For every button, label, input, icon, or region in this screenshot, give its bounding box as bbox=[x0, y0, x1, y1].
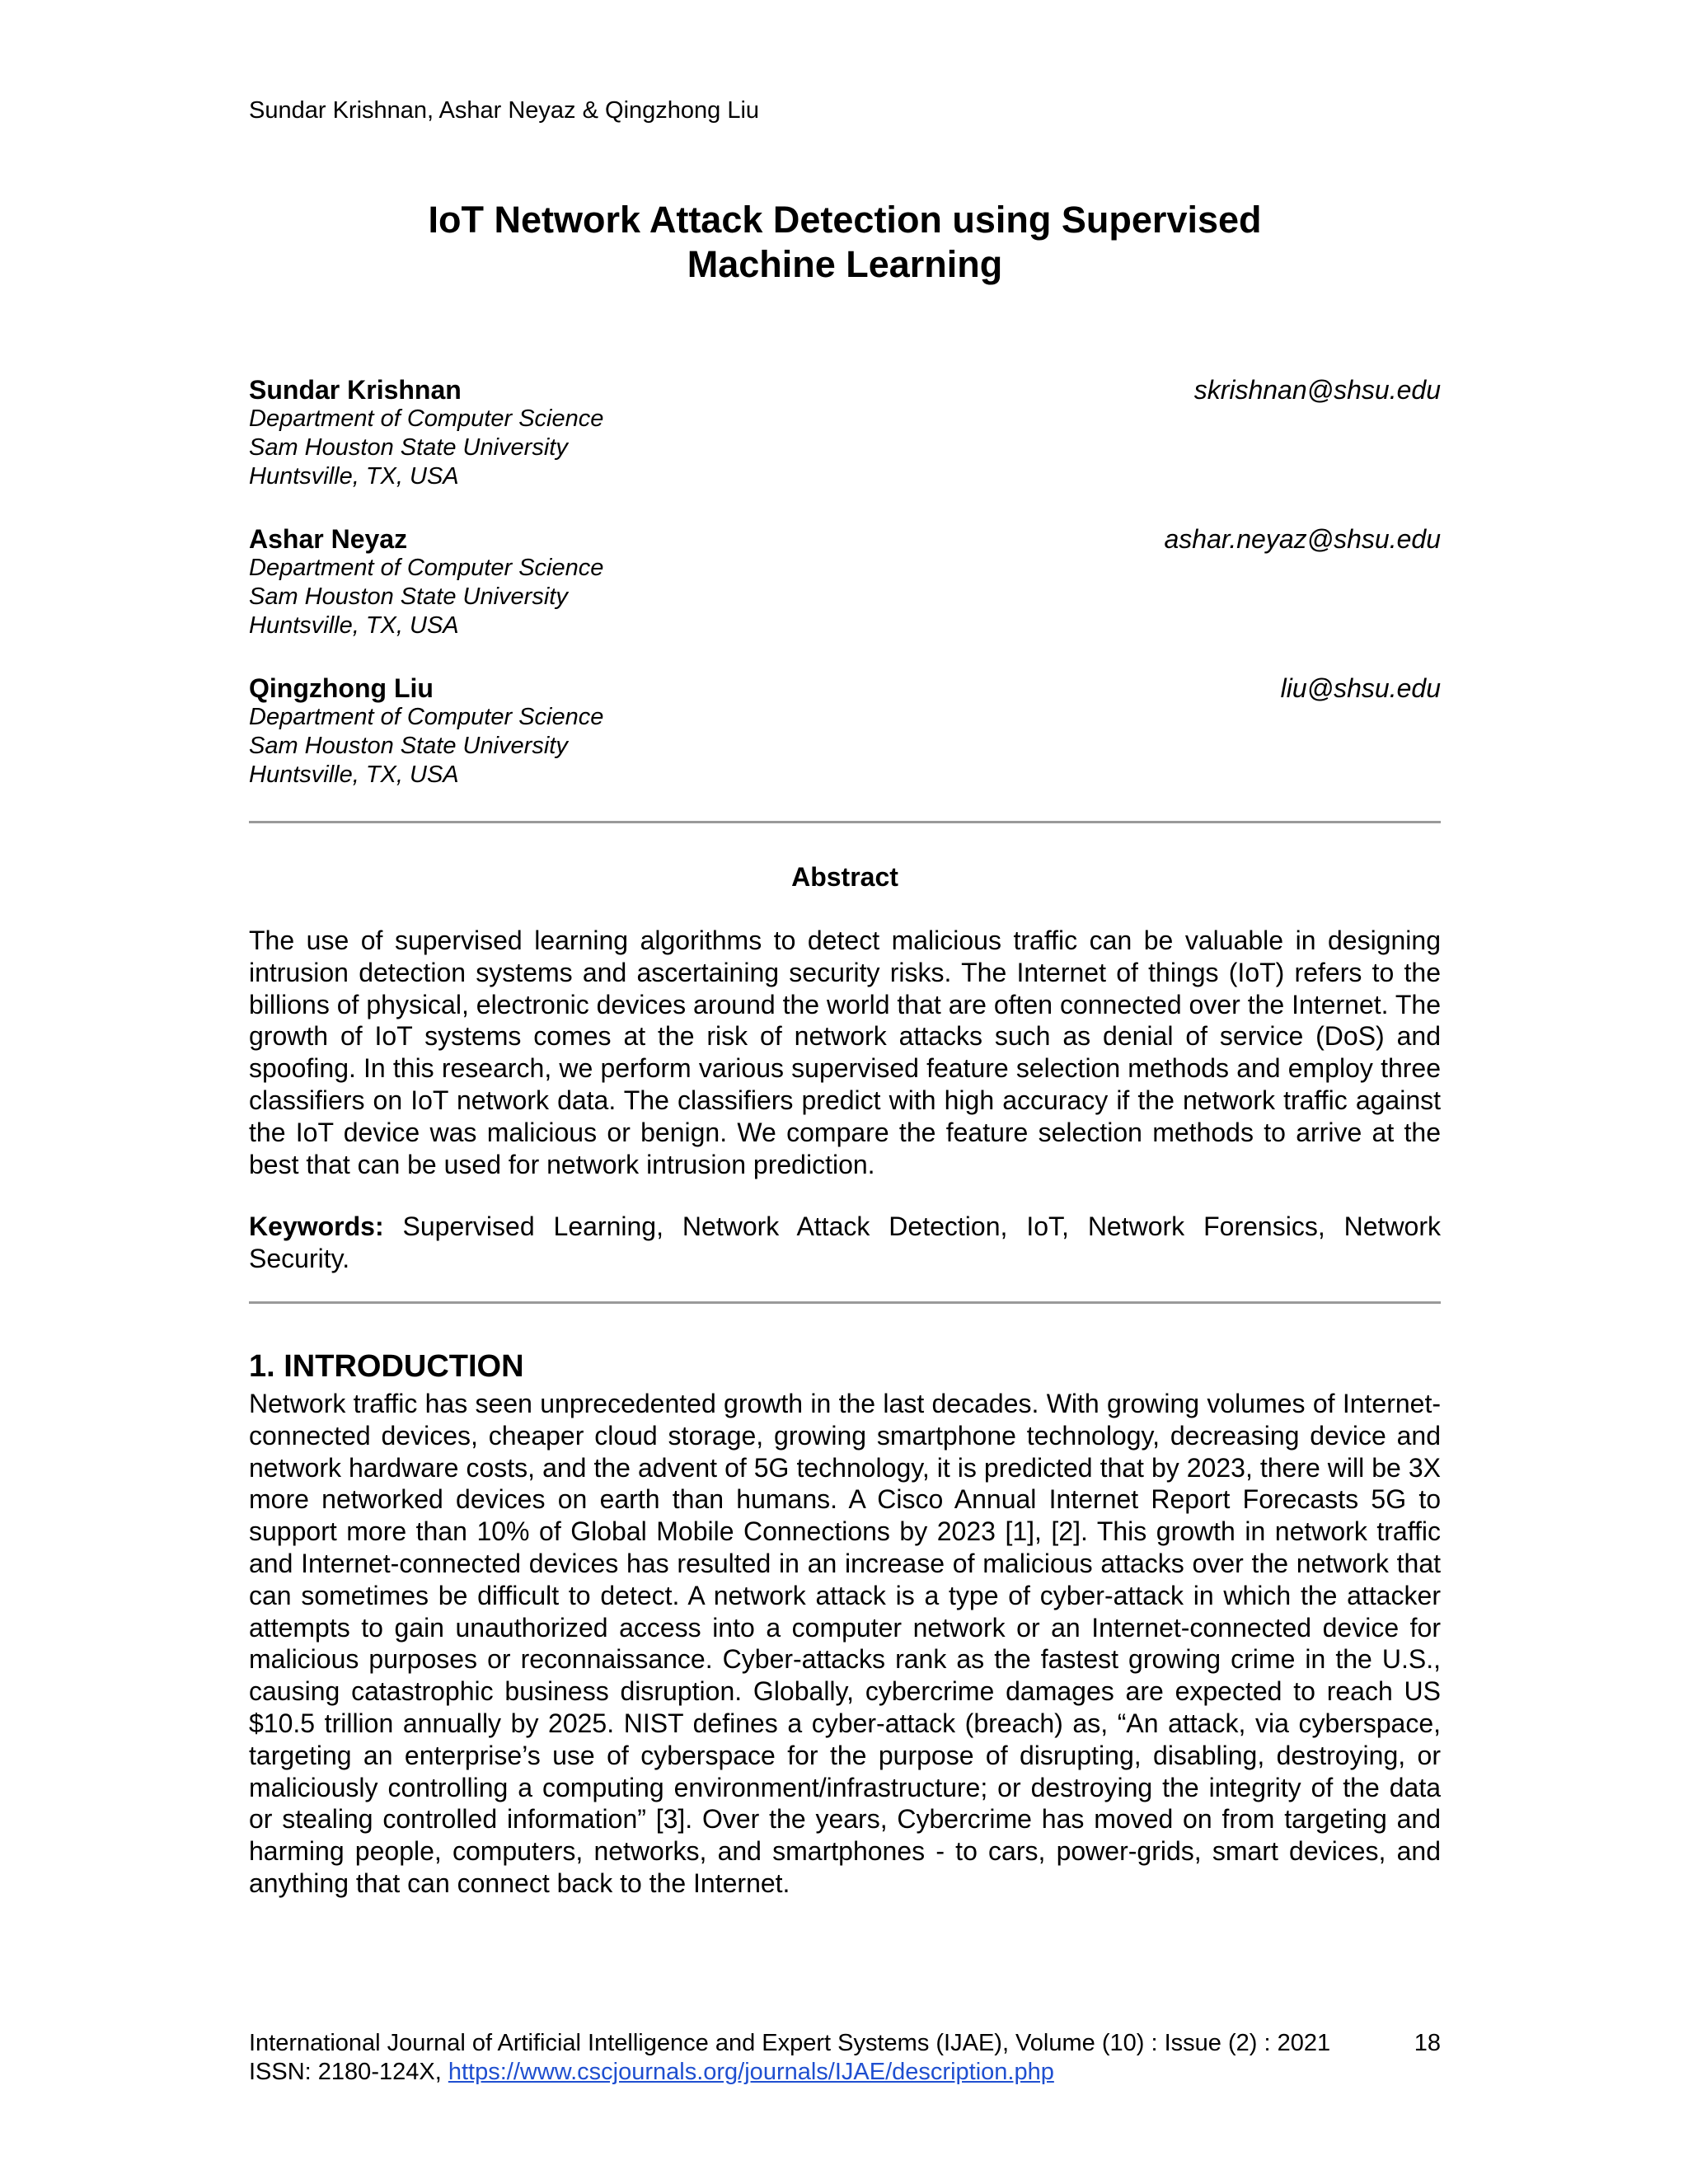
divider bbox=[249, 821, 1441, 823]
introduction-text: Network traffic has seen unprecedented growth in the last decades. With growing volumes of Internet-connected devices, cheaper cloud storage, growing smartphone technology, decreasing device and network hardware costs, and the advent of 5G technology, it is predicted that by 2023, there will be 3X more networked devices on earth than humans. A Cisco Annual Internet Report Forecasts 5G to support more than 10% of Global Mobile Connections by 2023 [1], [2]. This growth in network traffic and Internet-connected devices has resulted in an increase of malicious attacks over the network that can sometimes be difficult to detect. A network attack is a type of cyber-attack in which the attacker attempts to gain unauthorized access into a computer network or an Internet-connected device for malicious purposes or reconnaissance. Cyber-attacks rank as the fastest growing crime in the U.S., causing catastrophic business disruption. Globally, cybercrime damages are expected to reach US $10.5 trillion annually by 2025. NIST defines a cyber-attack (breach) as, “An attack, via cyberspace, targeting an enterprise’s use of cyberspace for the purpose of disrupting, disabling, destroying, or maliciously controlling a computing environment/infrastructure; or destroying the integrity of the data or stealing controlled information” [3]. Over the years, Cybercrime has moved on from targeting and harming people, computers, networks, and smartphones - to cars, power-grids, smart devices, and anything that can connect back to the Internet. bbox=[249, 1389, 1441, 1898]
journal-link[interactable]: https://www.cscjournals.org/journals/IJAE/description.php bbox=[448, 2059, 1054, 2085]
author-location: Huntsville, TX, USA bbox=[249, 762, 459, 788]
running-head: Sundar Krishnan, Ashar Neyaz & Qingzhong Liu bbox=[249, 97, 760, 124]
footer-journal: International Journal of Artificial Intelligence and Expert Systems (IJAE), Volume (10) : Issue (2) : 2021 bbox=[249, 2030, 1331, 2056]
author-block bbox=[249, 524, 1441, 640]
title-line-1: IoT Network Attack Detection using Supervised bbox=[428, 199, 1262, 241]
keywords-text: Supervised Learning, Network Attack Detection, IoT, Network Forensics, Network Security. bbox=[249, 1212, 1442, 1273]
author-block bbox=[249, 673, 1441, 790]
abstract-heading: Abstract bbox=[791, 862, 898, 892]
footer bbox=[249, 2029, 1441, 2087]
author-department: Department of Computer Science bbox=[249, 405, 604, 432]
author-department: Department of Computer Science bbox=[249, 704, 604, 730]
section-heading-introduction: 1. INTRODUCTION bbox=[249, 1349, 524, 1384]
author-location: Huntsville, TX, USA bbox=[249, 612, 459, 639]
footer-issn: ISSN: 2180-124X, bbox=[249, 2059, 448, 2085]
author-name: Ashar Neyaz bbox=[249, 524, 408, 554]
title-line-2: Machine Learning bbox=[687, 243, 1003, 285]
author-email[interactable]: ashar.neyaz@shsu.edu bbox=[1164, 524, 1441, 554]
author-block bbox=[249, 375, 1441, 491]
author-university: Sam Houston State University bbox=[249, 733, 568, 759]
author-email[interactable]: skrishnan@shsu.edu bbox=[1193, 375, 1441, 405]
abstract-text: The use of supervised learning algorithms to detect malicious traffic can be valuable in designing intrusion detection systems and ascertaining security risks. The Internet of things (IoT) refers to the billions of physical, electronic devices around the world that are often connected over the Internet. The growth of IoT systems comes at the risk of network attacks such as denial of service (DoS) and spoofing. In this research, we perform various supervised feature selection methods and employ three classifiers on IoT network data. The classifiers predict with high accuracy if the network traffic against the IoT device was malicious or benign. We compare the feature selection methods to arrive at the best that can be used for network intrusion prediction. bbox=[249, 926, 1441, 1179]
keywords bbox=[249, 1211, 1441, 1275]
author-email[interactable]: liu@shsu.edu bbox=[1280, 673, 1441, 703]
author-university: Sam Houston State University bbox=[249, 583, 568, 610]
author-department: Department of Computer Science bbox=[249, 555, 604, 581]
author-university: Sam Houston State University bbox=[249, 434, 568, 461]
divider bbox=[249, 1301, 1441, 1304]
paper-title bbox=[249, 198, 1441, 287]
page-number: 18 bbox=[1414, 2030, 1441, 2056]
author-location: Huntsville, TX, USA bbox=[249, 463, 459, 490]
author-name: Sundar Krishnan bbox=[249, 375, 462, 405]
author-name: Qingzhong Liu bbox=[249, 673, 434, 703]
keywords-label: Keywords: bbox=[249, 1212, 384, 1241]
